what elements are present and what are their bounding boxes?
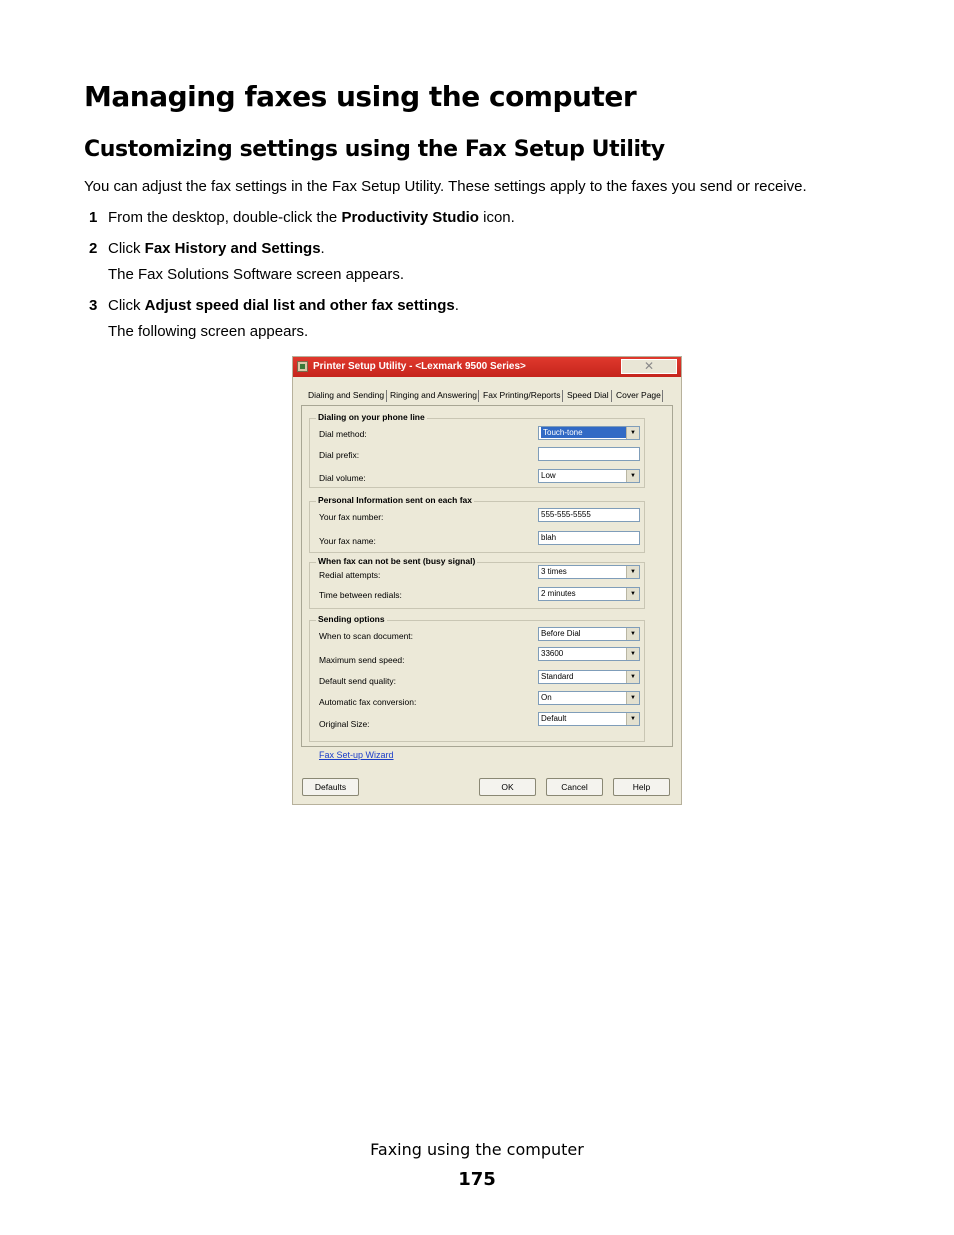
defaults-button[interactable]: Defaults xyxy=(302,778,359,796)
tab-panel xyxy=(301,405,673,760)
printer-setup-dialog xyxy=(292,356,682,805)
chevron-down-icon: ▼ xyxy=(626,692,639,704)
chevron-down-icon: ▼ xyxy=(626,566,639,578)
step-note: The Fax Solutions Software screen appears. xyxy=(108,266,404,283)
fax-number-label: Your fax number: xyxy=(319,512,384,522)
tab-divider xyxy=(611,390,612,402)
time-between-redials-label: Time between redials: xyxy=(319,590,402,600)
step-bold-term: Productivity Studio xyxy=(341,209,479,226)
fax-name-label: Your fax name: xyxy=(319,536,376,546)
chevron-down-icon: ▼ xyxy=(626,671,639,683)
group-title: Sending options xyxy=(318,614,385,624)
chevron-down-icon: ▼ xyxy=(626,628,639,640)
section-title: Customizing settings using the Fax Setup Utility xyxy=(84,137,665,162)
step-text: Click Adjust speed dial list and other fax settings. xyxy=(108,297,459,314)
tab-speed-dial[interactable]: Speed Dial xyxy=(567,390,609,400)
chevron-down-icon: ▼ xyxy=(626,427,639,439)
fax-conversion-select[interactable]: On ▼ xyxy=(538,691,640,705)
scan-document-label: When to scan document: xyxy=(319,631,414,641)
chevron-down-icon: ▼ xyxy=(626,470,639,482)
cancel-button[interactable]: Cancel xyxy=(546,778,603,796)
chevron-down-icon: ▼ xyxy=(626,648,639,660)
dialog-titlebar[interactable] xyxy=(293,357,681,377)
step-note: The following screen appears. xyxy=(108,323,309,340)
scan-document-select[interactable]: Before Dial ▼ xyxy=(538,627,640,641)
chevron-down-icon: ▼ xyxy=(626,588,639,600)
close-button[interactable] xyxy=(621,359,677,374)
send-quality-select[interactable]: Standard ▼ xyxy=(538,670,640,684)
tab-divider xyxy=(386,390,387,402)
page-number: 175 xyxy=(458,1169,496,1190)
group-title: Personal Information sent on each fax xyxy=(318,495,472,505)
tab-divider xyxy=(562,390,563,402)
redial-attempts-label: Redial attempts: xyxy=(319,570,381,580)
original-size-label: Original Size: xyxy=(319,719,370,729)
step-number: 1 xyxy=(89,209,98,226)
redial-attempts-select[interactable]: 3 times ▼ xyxy=(538,565,640,579)
fax-name-input[interactable]: blah xyxy=(538,531,640,545)
tab-fax-printing-reports[interactable]: Fax Printing/Reports xyxy=(483,390,561,400)
tab-cover-page[interactable]: Cover Page xyxy=(616,390,661,400)
printer-app-icon xyxy=(297,361,308,372)
step-bold-term: Adjust speed dial list and other fax settings xyxy=(144,297,455,314)
fax-conversion-label: Automatic fax conversion: xyxy=(319,697,417,707)
close-icon: ✕ xyxy=(643,359,655,373)
group-title: When fax can not be sent (busy signal) xyxy=(318,556,476,566)
ok-button[interactable]: OK xyxy=(479,778,536,796)
tab-dialing-and-sending[interactable]: Dialing and Sending xyxy=(308,390,385,400)
dial-volume-label: Dial volume: xyxy=(319,473,366,483)
dial-method-select[interactable]: Touch-tone ▼ xyxy=(538,426,640,440)
dial-volume-select[interactable]: Low ▼ xyxy=(538,469,640,483)
tab-divider xyxy=(478,390,479,402)
max-send-speed-select[interactable]: 33600 ▼ xyxy=(538,647,640,661)
page-title: Managing faxes using the computer xyxy=(84,80,637,113)
intro-paragraph: You can adjust the fax settings in the Fax Setup Utility. These settings apply to the faxes you send or receive. xyxy=(84,178,807,195)
footer-section-label: Faxing using the computer xyxy=(370,1140,584,1159)
time-between-redials-select[interactable]: 2 minutes ▼ xyxy=(538,587,640,601)
step-text: From the desktop, double-click the Productivity Studio icon. xyxy=(108,209,515,226)
original-size-select[interactable]: Default ▼ xyxy=(538,712,640,726)
dial-prefix-label: Dial prefix: xyxy=(319,450,360,460)
group-title: Dialing on your phone line xyxy=(318,412,425,422)
fax-number-input[interactable]: 555-555-5555 xyxy=(538,508,640,522)
help-button[interactable]: Help xyxy=(613,778,670,796)
step-bold-term: Fax History and Settings xyxy=(144,240,321,257)
tab-divider xyxy=(662,390,663,402)
chevron-down-icon: ▼ xyxy=(626,713,639,725)
max-send-speed-label: Maximum send speed: xyxy=(319,655,405,665)
fax-setup-wizard-link[interactable]: Fax Set-up Wizard xyxy=(319,750,394,760)
step-number: 3 xyxy=(89,297,98,314)
dialog-title: Printer Setup Utility - <Lexmark 9500 Series> xyxy=(313,361,526,372)
dial-prefix-input[interactable] xyxy=(538,447,640,461)
send-quality-label: Default send quality: xyxy=(319,676,397,686)
step-text: Click Fax History and Settings. xyxy=(108,240,325,257)
tab-ringing-and-answering[interactable]: Ringing and Answering xyxy=(390,390,477,400)
dial-method-label: Dial method: xyxy=(319,429,367,439)
step-number: 2 xyxy=(89,240,98,257)
